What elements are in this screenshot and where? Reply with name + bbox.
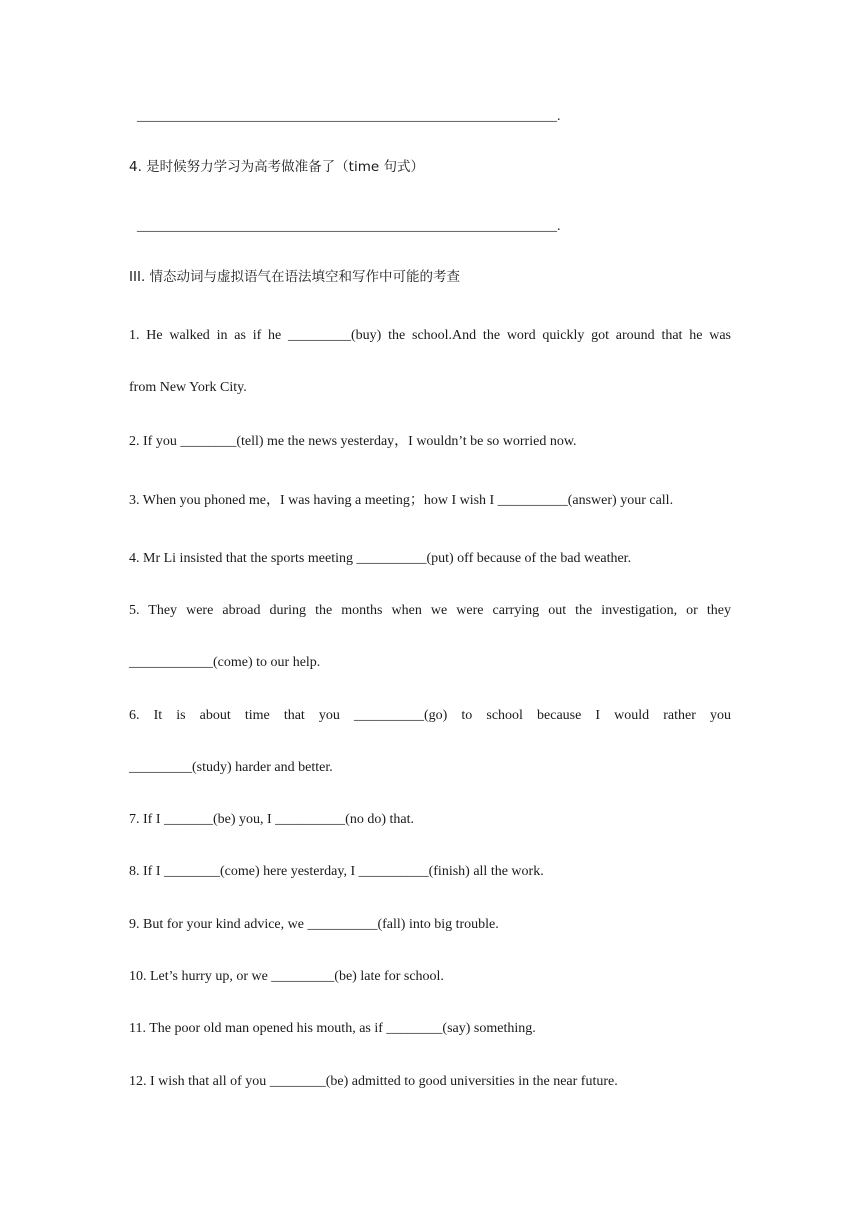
answer-blank-line: ____________________________________________________________. [137, 109, 561, 124]
exercise-item-1: 1. He walked in as if he _________(buy) the school.And the word quickly got around that he was [129, 328, 731, 343]
exercise-item-1-continued: from New York City. [129, 380, 247, 395]
exercise-item-11: 11. The poor old man opened his mouth, as if ________(say) something. [129, 1021, 536, 1036]
exercise-item-3: 3. When you phoned me，I was having a meeting；how I wish I __________(answer) your call. [129, 493, 674, 508]
exercise-item-5-continued: ____________(come) to our help. [129, 655, 321, 670]
exercise-item-7: 7. If I _______(be) you, I __________(no do) that. [129, 812, 415, 827]
answer-blank-line: ____________________________________________________________. [137, 219, 561, 234]
exercise-item-8: 8. If I ________(come) here yesterday, I __________(finish) all the work. [129, 864, 544, 879]
exercise-item-9: 9. But for your kind advice, we __________(fall) into big trouble. [129, 917, 499, 932]
exercise-item-12: 12. I wish that all of you ________(be) admitted to good universities in the near future. [129, 1074, 618, 1089]
exercise-item-6: 6. It is about time that you __________(go) to school because I would rather you [129, 708, 731, 723]
exercise-item-6-continued: _________(study) harder and better. [129, 760, 333, 775]
exercise-item-10: 10. Let’s hurry up, or we _________(be) late for school. [129, 969, 444, 984]
section-title: III. 情态动词与虚拟语气在语法填空和写作中可能的考查 [129, 269, 461, 285]
exercise-item-4: 4. Mr Li insisted that the sports meeting __________(put) off because of the bad weather. [129, 551, 632, 566]
exercise-item-5: 5. They were abroad during the months when we were carrying out the investigation, or they [129, 603, 731, 618]
exercise-item-2: 2. If you ________(tell) me the news yesterday，I wouldn’t be so worried now. [129, 434, 577, 449]
translation-question-4: 4. 是时候努力学习为高考做准备了（time 句式） [129, 159, 424, 175]
